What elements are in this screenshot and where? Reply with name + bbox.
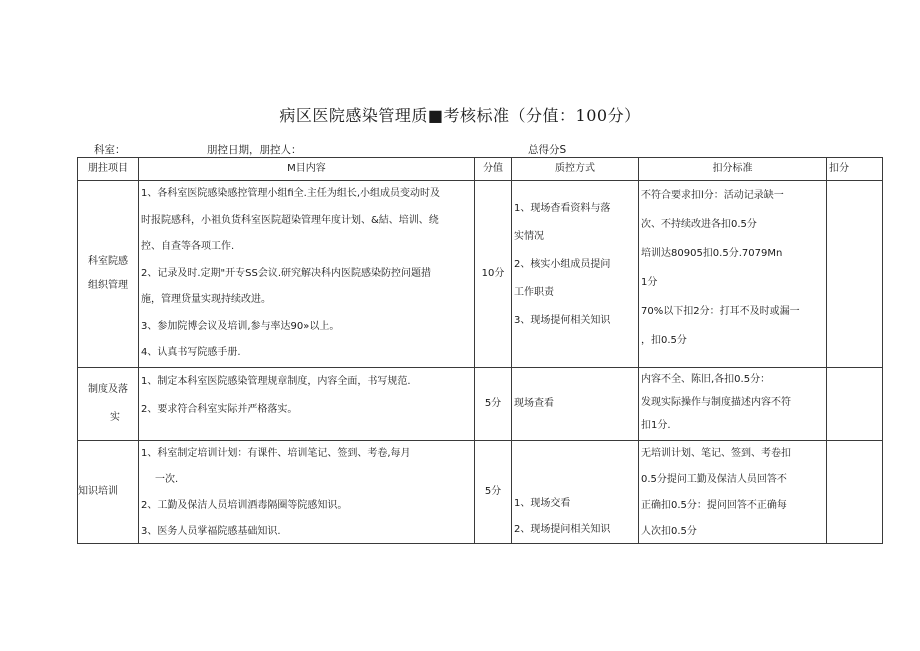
- table-row: [78, 367, 883, 440]
- deduct-cell: [827, 181, 883, 368]
- content-line: 控、自查等各项工作.: [141, 241, 235, 252]
- standard-cell: [639, 181, 827, 368]
- standard-wrap: [641, 441, 824, 543]
- header-score: 分值: [475, 158, 512, 181]
- content-line: 施，管理贷量实现持续改进。: [141, 294, 271, 305]
- standard-line: 发现实际操作与制度描述内容不符: [641, 396, 791, 408]
- standard-line: 扣1分.: [641, 419, 671, 431]
- method-line: 1、现场杳看资料与落: [514, 203, 611, 214]
- method-cell: [512, 367, 639, 440]
- content-line: 1、科室制定培训计划：有课件、培训笔记、签到、考卷,每月: [141, 447, 411, 459]
- content-line: 一次.: [155, 473, 179, 485]
- method-line: 2、现场提问相关知识: [514, 523, 611, 535]
- content-line: 3、医务人员掌福院感基础知识.: [141, 525, 281, 537]
- standard-line: 正确扣0.5分：提问回答不正确每: [641, 499, 787, 511]
- deduct-cell: [827, 440, 883, 543]
- content-line: 1、制定本科室医院感染管理规章制度，内容全面，书写规范.: [141, 375, 411, 387]
- content-line: 3、参加院博会议及培训,参与率达90»以上。: [141, 320, 340, 332]
- assessment-table: [77, 157, 883, 544]
- content-line: 时报院感科，小祖负货科室医院超染管理年度计划、&結、培训、绕: [141, 214, 439, 226]
- content-line: 4、认真书写院感手册.: [141, 347, 241, 358]
- method-wrap: [514, 491, 636, 543]
- score-cell: 5分: [475, 367, 512, 440]
- content-line: 1、各科室医院感染感控管理小组fi全.主任为组长,小组成员变动时及: [141, 188, 441, 199]
- method-line: 2、核实小组成员提问: [514, 259, 611, 270]
- standard-line: 1分: [641, 277, 658, 288]
- header-deduct: 扣分: [827, 158, 883, 181]
- content-line: 2、要求符合科室实际并严格落实。: [141, 403, 298, 415]
- item-cell: [78, 440, 139, 543]
- item-line: 科室院感: [88, 255, 128, 267]
- item-cell: [78, 367, 139, 440]
- content-cell: [139, 367, 475, 440]
- method-line: 3、现场提何相关知识: [514, 315, 611, 326]
- standard-line: 人次扣0.5分: [641, 525, 697, 537]
- item-line: 组织管理: [88, 279, 128, 291]
- document-title: 病区医院感染管理质■考核标准（分值：100分）: [279, 106, 641, 125]
- item-line: 实: [110, 411, 120, 423]
- standard-cell: [639, 440, 827, 543]
- score-cell: 5分: [475, 440, 512, 543]
- standard-line: 培训达80905扣0.5分.7079Mn: [641, 248, 783, 259]
- table-row: [78, 181, 883, 368]
- content-cell: [139, 181, 475, 368]
- method-line: 现场查看: [514, 397, 554, 409]
- method-line: 实情况: [514, 231, 544, 242]
- header-item: 朋拄项目: [78, 158, 139, 181]
- standard-line: 次、不持续改进各扣0.5分: [641, 219, 757, 230]
- table-header-row: [78, 158, 883, 181]
- content-wrap: [141, 441, 472, 543]
- standard-line: 70%以下扣2分：打耳不及时或漏一: [641, 306, 800, 317]
- content-line: 2、记录及时.定期"开专SS会议.研究解决科内医院感染防控问题措: [141, 267, 432, 279]
- method-line: 1、现场交看: [514, 497, 571, 509]
- content-cell: [139, 440, 475, 543]
- deduct-cell: [827, 367, 883, 440]
- standard-line: ，扣0.5分: [641, 335, 687, 346]
- table-row: [78, 440, 883, 543]
- item-line: 制度及落: [88, 383, 128, 395]
- header-method: 质控方式: [512, 158, 639, 181]
- score-cell: 10分: [475, 181, 512, 368]
- standard-line: 无培训计划、笔记、签到、考卷扣: [641, 447, 791, 459]
- item-line: 知识培训: [78, 485, 118, 497]
- item-cell: [78, 181, 139, 368]
- standard-line: 不符合要求扣l分：活动记录缺一: [641, 190, 784, 201]
- check-date-label: 朋控日期，朋控人：: [207, 144, 302, 156]
- method-cell: [512, 440, 639, 543]
- content-line: 2、工勤及保洁人员培训酒毒隔圈等院感知识。: [141, 499, 348, 511]
- header-standard: 扣分标准: [639, 158, 827, 181]
- header-content: M目内容: [139, 158, 475, 181]
- dept-label: 科室：: [94, 144, 126, 156]
- standard-line: 0.5分提问工勤及保洁人员回答不: [641, 473, 787, 485]
- method-line: 工作职责: [514, 287, 554, 298]
- standard-line: 内容不全、陈旧,各扣0.5分：: [641, 373, 771, 385]
- standard-cell: [639, 367, 827, 440]
- total-score-label: 总得分S: [528, 144, 567, 156]
- method-cell: [512, 181, 639, 368]
